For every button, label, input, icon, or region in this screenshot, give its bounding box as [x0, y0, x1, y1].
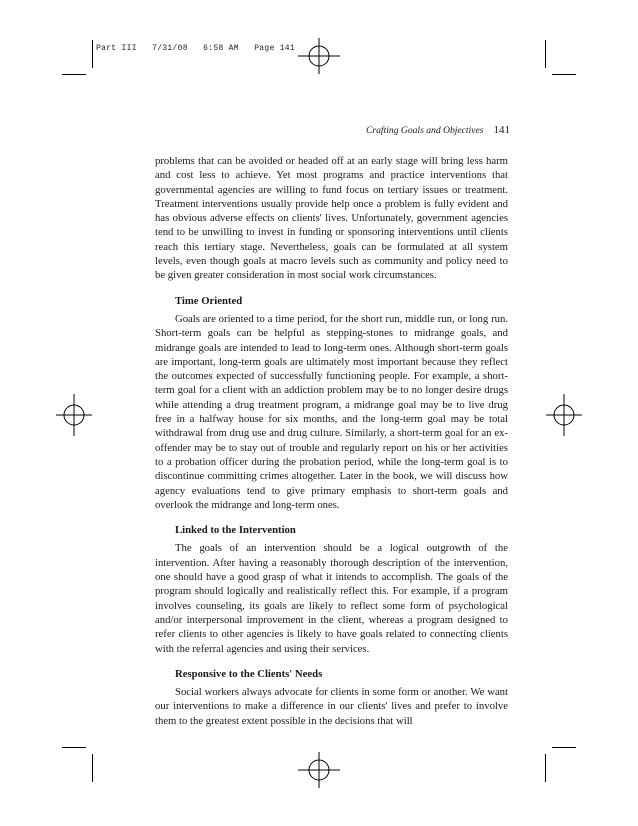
printer-slug	[96, 44, 295, 53]
crop-mark-top-left-horizontal	[62, 74, 86, 75]
registration-mark-right	[546, 394, 582, 436]
crop-mark-bottom-left-horizontal	[62, 747, 86, 748]
section-heading-time-oriented: Time Oriented	[175, 294, 243, 307]
running-head	[155, 124, 510, 136]
crop-mark-bottom-right-horizontal	[552, 747, 576, 748]
section-heading-linked-to-intervention: Linked to the Intervention	[175, 524, 296, 537]
page-number: 141	[493, 124, 510, 136]
section-paragraph-time-oriented: Goals are oriented to a time period, for the short run, middle run, or long run. Short-term goals can be helpful as stepping-stones to midrange goals, and midrange goals are intended to lead to long-term ones. Although short-term goals are important, long-term goals are ultimately most important because they reflect the outcomes expected of successfully functioning people. For example, a short-term goal for a client with an addiction problem may be to no longer desire drugs while attending a drug treatment program, a midrange goal may be to live drug free in a halfway house for six months, and the long-term goal may be total withdrawal from drug use and drug culture. Similarly, a short-term goal for an ex-offender may be to stay out of trouble and regularly report on his or her activities to a probation officer during the probation period, while the long-term goal is to discontinue committing crimes altogether. Later in the book, we will discuss how agency evaluations tend to give primary emphasis to short-term goals and overlook the midrange and long-term ones.	[155, 312, 508, 511]
slug-time: 6:58 AM	[203, 44, 239, 53]
body-text	[155, 154, 508, 728]
crop-mark-bottom-left-vertical	[92, 754, 93, 782]
slug-page: Page 141	[254, 44, 295, 53]
registration-mark-left	[56, 394, 92, 436]
section-heading-responsive-to-needs: Responsive to the Clients' Needs	[175, 667, 323, 680]
section-paragraph-responsive-to-needs: Social workers always advocate for clients in some form or another. We want our interventions to make a difference in our clients' lives and prefer to involve them to the greatest extent possible in the decisions that will	[155, 686, 508, 727]
section-paragraph-linked-to-intervention: The goals of an intervention should be a logical outgrowth of the intervention. After having a reasonably thorough description of the intervention, one should have a good grasp of what it intends to accomplish. The goals of the program should logically and realistically reflect this. For example, if a program involves counseling, its goals are likely to reflect some form of psychological and/or interpersonal improvement in the client, whereas a program designed to refer clients to other agencies is likely to have goals related to connecting clients with the referral agencies and using their services.	[155, 542, 508, 655]
crop-mark-top-right-horizontal	[552, 74, 576, 75]
registration-mark-bottom	[298, 752, 340, 788]
slug-date: 7/31/08	[152, 44, 188, 53]
slug-part: Part III	[96, 44, 137, 53]
crop-mark-top-left-vertical	[92, 40, 93, 68]
running-head-title: Crafting Goals and Objectives	[365, 125, 484, 136]
crop-mark-top-right-vertical	[545, 40, 546, 68]
opening-paragraph: problems that can be avoided or headed off at an early stage will bring less harm and cost less to achieve. Yet most programs and practice interventions that governmental agencies are willing to fund focus on tertiary issues or treatment. Treatment interventions usually provide help once a problem is fully evident and has obvious adverse effects on clients' lives. Unfortunately, government agencies tend to be unwilling to invest in funding or sponsoring interventions until clients reach this tertiary stage. Nevertheless, goals can be formulated at all system levels, even though goals at macro levels such as community and policy need to be given greater consideration in most social work circumstances.	[155, 155, 508, 282]
registration-mark-top	[298, 38, 340, 74]
crop-mark-bottom-right-vertical	[545, 754, 546, 782]
